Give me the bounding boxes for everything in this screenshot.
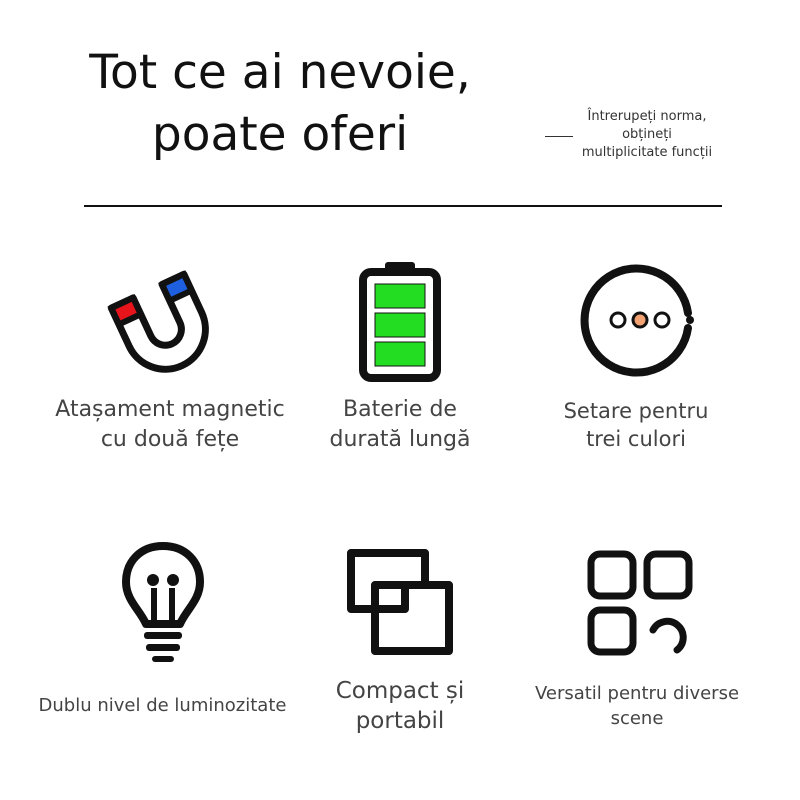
- headline: [70, 42, 490, 166]
- magnet-icon: [100, 260, 225, 385]
- headline-line-2: poate oferi: [151, 107, 409, 162]
- compact-squares-icon: [345, 545, 457, 657]
- tagline: [572, 108, 722, 162]
- tagline-line-3: multiplicitate funcții: [581, 145, 713, 160]
- color-ring-icon: [578, 258, 703, 383]
- tagline-dash: [545, 136, 573, 137]
- feature-label-versatile: Versatil pentru diverse scene: [534, 683, 740, 729]
- tagline-line-1: Întrerupeți norma,: [587, 109, 707, 124]
- feature-label-compact: Compact și portabil: [335, 678, 465, 734]
- feature-label-brightness: Dublu nivel de luminozitate: [38, 695, 287, 716]
- feature-label-magnetic: Atașament magnetic cu două fețe: [55, 397, 285, 452]
- grid-apps-icon: [585, 548, 697, 660]
- battery-icon: [355, 258, 445, 383]
- tagline-line-2: obțineți: [622, 127, 672, 142]
- headline-line-1: Tot ce ai nevoie,: [89, 45, 471, 100]
- feature-label-battery: Baterie de durată lungă: [329, 397, 471, 452]
- light-bulb-icon: [118, 540, 208, 665]
- feature-label-colors: Setare pentru trei culori: [563, 399, 709, 451]
- divider-rule: [84, 205, 722, 207]
